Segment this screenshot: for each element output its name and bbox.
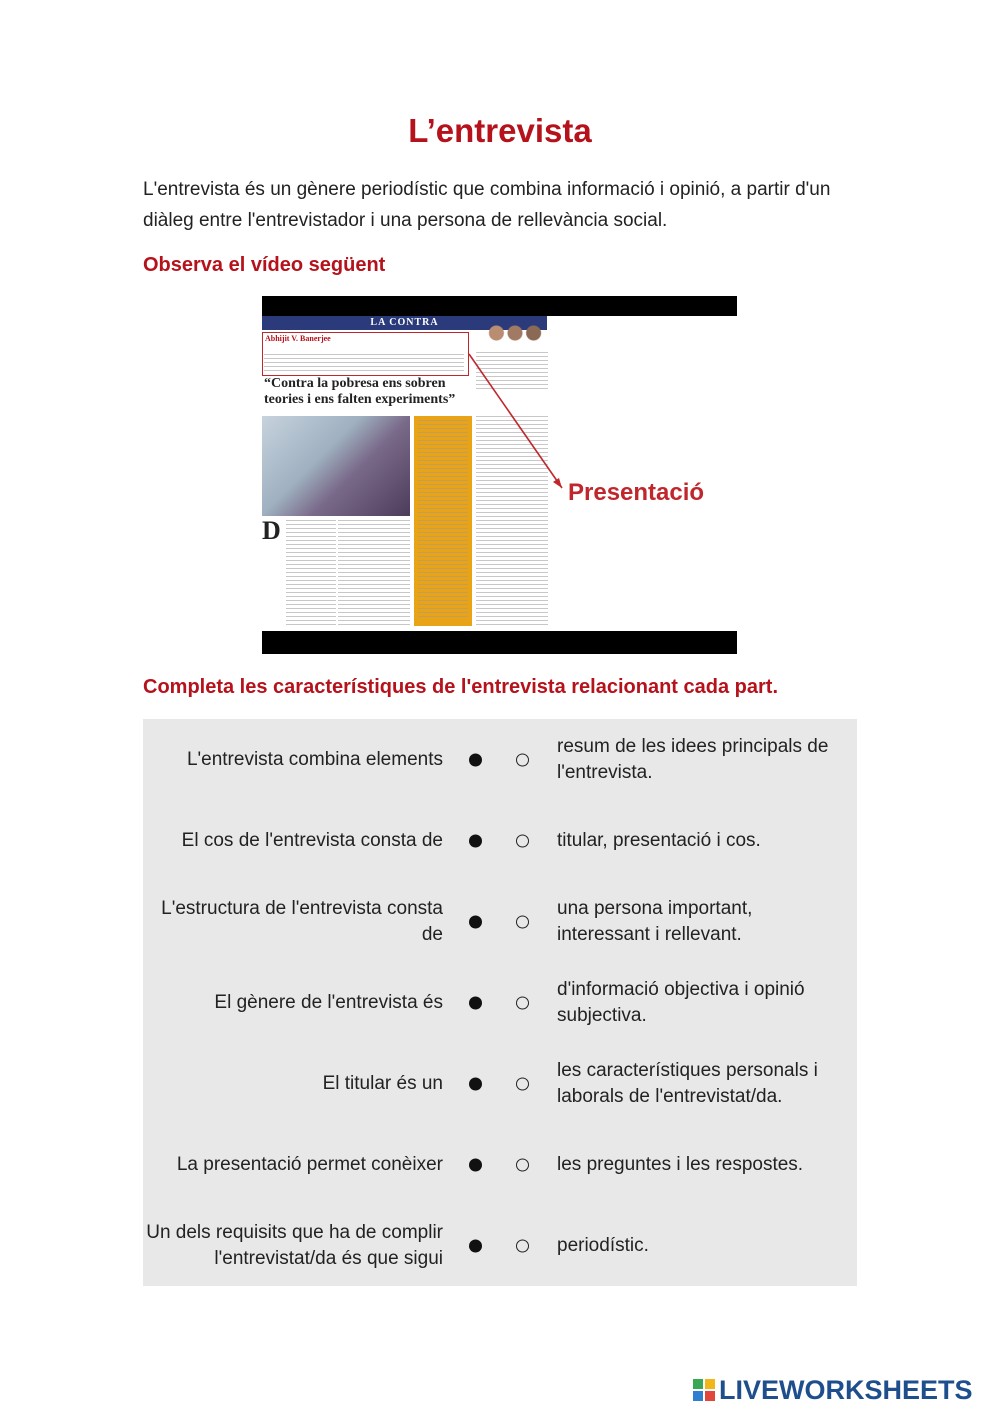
exercise-heading: Completa les característiques de l'entrevista relacionant cada part. bbox=[143, 676, 779, 698]
left-connector-dot[interactable] bbox=[469, 996, 482, 1009]
page-title: L’entrevista bbox=[408, 112, 592, 149]
liveworksheets-grid-icon bbox=[693, 1379, 715, 1401]
match-row bbox=[143, 1124, 857, 1205]
arrow-icon bbox=[262, 316, 737, 631]
left-connector-dot[interactable] bbox=[469, 834, 482, 847]
video-heading: Observa el vídeo següent bbox=[143, 254, 386, 276]
right-connector-dot[interactable] bbox=[516, 1077, 529, 1090]
newspaper-section-title: LA CONTRA bbox=[262, 316, 547, 330]
match-right-item: les preguntes i les respostes. bbox=[557, 1153, 804, 1175]
presentation-annotation: Presentació bbox=[568, 479, 705, 506]
match-row bbox=[143, 962, 857, 1043]
drop-cap: D bbox=[262, 516, 281, 545]
interviewee-name: Abhijit V. Banerjee bbox=[265, 334, 331, 343]
right-connector-dot[interactable] bbox=[516, 753, 529, 766]
match-right-item: les característiques personals i laborals de l'entrevistat/da. bbox=[557, 1059, 818, 1107]
right-connector-dot[interactable] bbox=[516, 996, 529, 1009]
match-left-item: El gènere de l'entrevista és bbox=[214, 991, 443, 1013]
left-connector-dot[interactable] bbox=[469, 1239, 482, 1252]
left-connector-dot[interactable] bbox=[469, 1077, 482, 1090]
match-left-item: L'estructura de l'entrevista consta de bbox=[161, 897, 443, 945]
match-right-item: periodístic. bbox=[557, 1234, 649, 1256]
match-row bbox=[143, 800, 857, 881]
match-row bbox=[143, 1205, 857, 1286]
right-connector-dot[interactable] bbox=[516, 915, 529, 928]
video-frame bbox=[262, 316, 737, 631]
match-left-item: El titular és un bbox=[322, 1072, 443, 1094]
liveworksheets-logo[interactable] bbox=[693, 1375, 973, 1405]
match-left-item: La presentació permet conèixer bbox=[176, 1153, 443, 1175]
match-left-item: L'entrevista combina elements bbox=[186, 748, 443, 770]
match-left-item: Un dels requisits que ha de complir l'entrevistat/da és que sigui bbox=[146, 1221, 443, 1269]
left-connector-dot[interactable] bbox=[469, 915, 482, 928]
right-connector-dot[interactable] bbox=[516, 1158, 529, 1171]
logo-text: LIVEWORKSHEETS bbox=[719, 1374, 973, 1405]
newspaper-headline: “Contra la pobresa ens sobren teories i ens falten experiments” bbox=[264, 376, 456, 407]
video-player[interactable] bbox=[262, 296, 737, 654]
match-right-item: resum de les idees principals de l'entrevista. bbox=[557, 735, 829, 783]
right-connector-dot[interactable] bbox=[516, 834, 529, 847]
match-row bbox=[143, 1043, 857, 1124]
matching-exercise bbox=[143, 719, 857, 1286]
right-connector-dot[interactable] bbox=[516, 1239, 529, 1252]
match-left-item: El cos de l'entrevista consta de bbox=[181, 829, 443, 851]
match-row bbox=[143, 719, 857, 800]
left-connector-dot[interactable] bbox=[469, 1158, 482, 1171]
match-right-item: una persona important, interessant i rellevant. bbox=[557, 897, 753, 945]
match-right-item: titular, presentació i cos. bbox=[557, 829, 761, 851]
left-connector-dot[interactable] bbox=[469, 753, 482, 766]
intro-paragraph: L'entrevista és un gènere periodístic que combina informació i opinió, a partir d'un diàleg entre l'entrevistador i una persona de rellevància social. bbox=[143, 179, 831, 231]
match-row bbox=[143, 881, 857, 962]
match-right-item: d'informació objectiva i opinió subjectiva. bbox=[557, 978, 805, 1026]
